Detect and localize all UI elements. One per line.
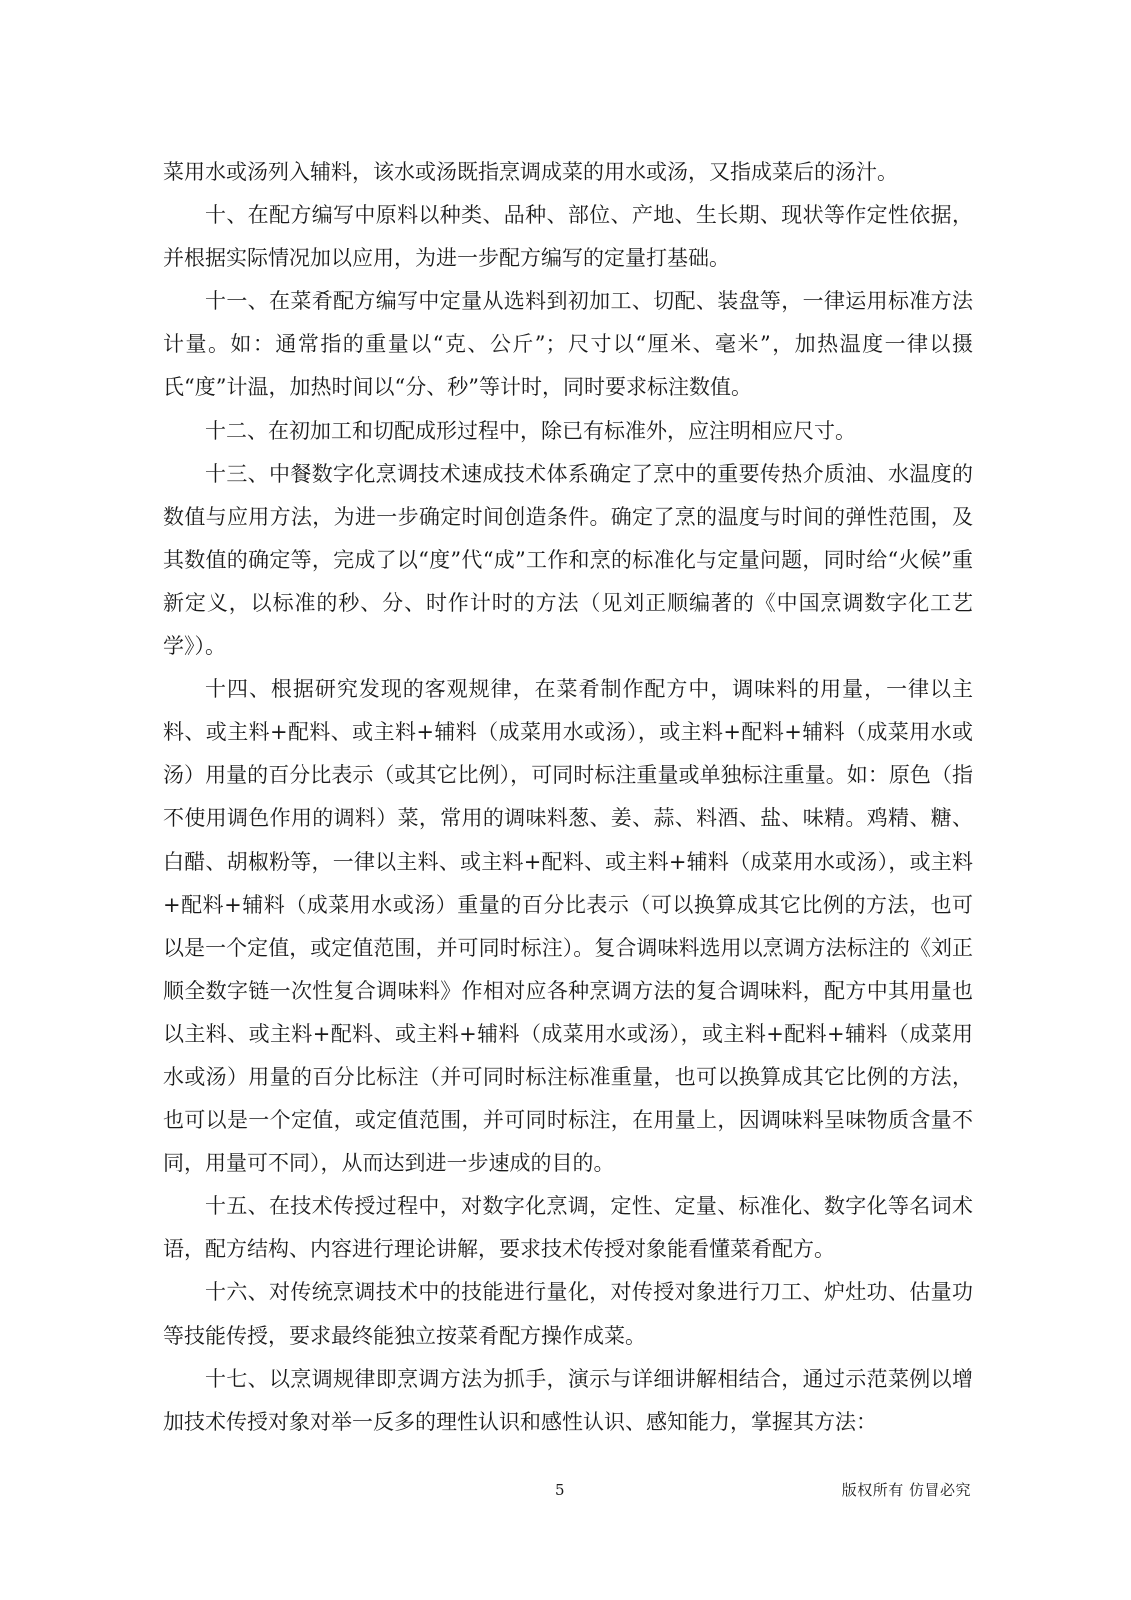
paragraph: 十一、在菜肴配方编写中定量从选料到初加工、切配、装盘等，一律运用标准方法计量。如：通常指的重量以“克、公斤”；尺寸以“厘米、毫米”，加热温度一律以摄氏“度”计温，加热时间以“分、秒”等计时，同时要求标注数值。: [163, 289, 973, 400]
paragraph: 十二、在初加工和切配成形过程中，除已有标准外，应注明相应尺寸。: [205, 418, 856, 443]
page-footer: [0, 1478, 1131, 1508]
paragraph: 十七、以烹调规律即烹调方法为抓手，演示与详细讲解相结合，通过示范菜例以增加技术传授对象对举一反多的理性认识和感性认识、感知能力，掌握其方法：: [163, 1366, 973, 1434]
paragraph: 十三、中餐数字化烹调技术速成技术体系确定了烹中的重要传热介质油、水温度的数值与应用方法，为进一步确定时间创造条件。确定了烹的温度与时间的弹性范围，及其数值的确定等，完成了以“度”代“成”工作和烹的标准化与定量问题，同时给“火候”重新定义，以标准的秒、分、时作计时的方法（见刘正顺编著的《中国烹调数字化工艺学》）。: [163, 461, 973, 659]
page-number: 5: [555, 1481, 565, 1499]
paragraph: 十、在配方编写中原料以种类、品种、部位、产地、生长期、现状等作定性依据，并根据实际情况加以应用，为进一步配方编写的定量打基础。: [163, 203, 973, 271]
document-body: [163, 151, 973, 1444]
paragraph: 十四、根据研究发现的客观规律，在菜肴制作配方中，调味料的用量，一律以主料、或主料+配料、或主料+辅料（成菜用水或汤），或主料+配料+辅料（成菜用水或汤）用量的百分比表示（或其它比例），可同时标注重量或单独标注重量。如：原色（指不使用调色作用的调料）菜，常用的调味料葱、姜、蒜、料酒、盐、味精。鸡精、糖、白醋、胡椒粉等，一律以主料、或主料+配料、或主料+辅料（成菜用水或汤），或主料+配料+辅料（成菜用水或汤）重量的百分比表示（可以换算成其它比例的方法，也可以是一个定值，或定值范围，并可同时标注）。复合调味料选用以烹调方法标注的《刘正顺全数字链一次性复合调味料》作相对应各种烹调方法的复合调味料，配方中其用量也以主料、或主料+配料、或主料+辅料（成菜用水或汤），或主料+配料+辅料（成菜用水或汤）用量的百分比标注（并可同时标注标准重量，也可以换算成其它比例的方法，也可以是一个定值，或定值范围，并可同时标注，在用量上，因调味料呈味物质含量不同，用量可不同），从而达到进一步速成的目的。: [163, 677, 973, 1176]
paragraph: 十五、在技术传授过程中，对数字化烹调，定性、定量、标准化、数字化等名词术语，配方结构、内容进行理论讲解，要求技术传授对象能看懂菜肴配方。: [163, 1194, 973, 1262]
copyright-notice: 版权所有 仿冒必究: [841, 1481, 971, 1499]
paragraph: 菜用水或汤列入辅料，该水或汤既指烹调成菜的用水或汤，又指成菜后的汤汁。: [163, 160, 898, 184]
paragraph: 十六、对传统烹调技术中的技能进行量化，对传授对象进行刀工、炉灶功、估量功等技能传授，要求最终能独立按菜肴配方操作成菜。: [163, 1280, 973, 1348]
